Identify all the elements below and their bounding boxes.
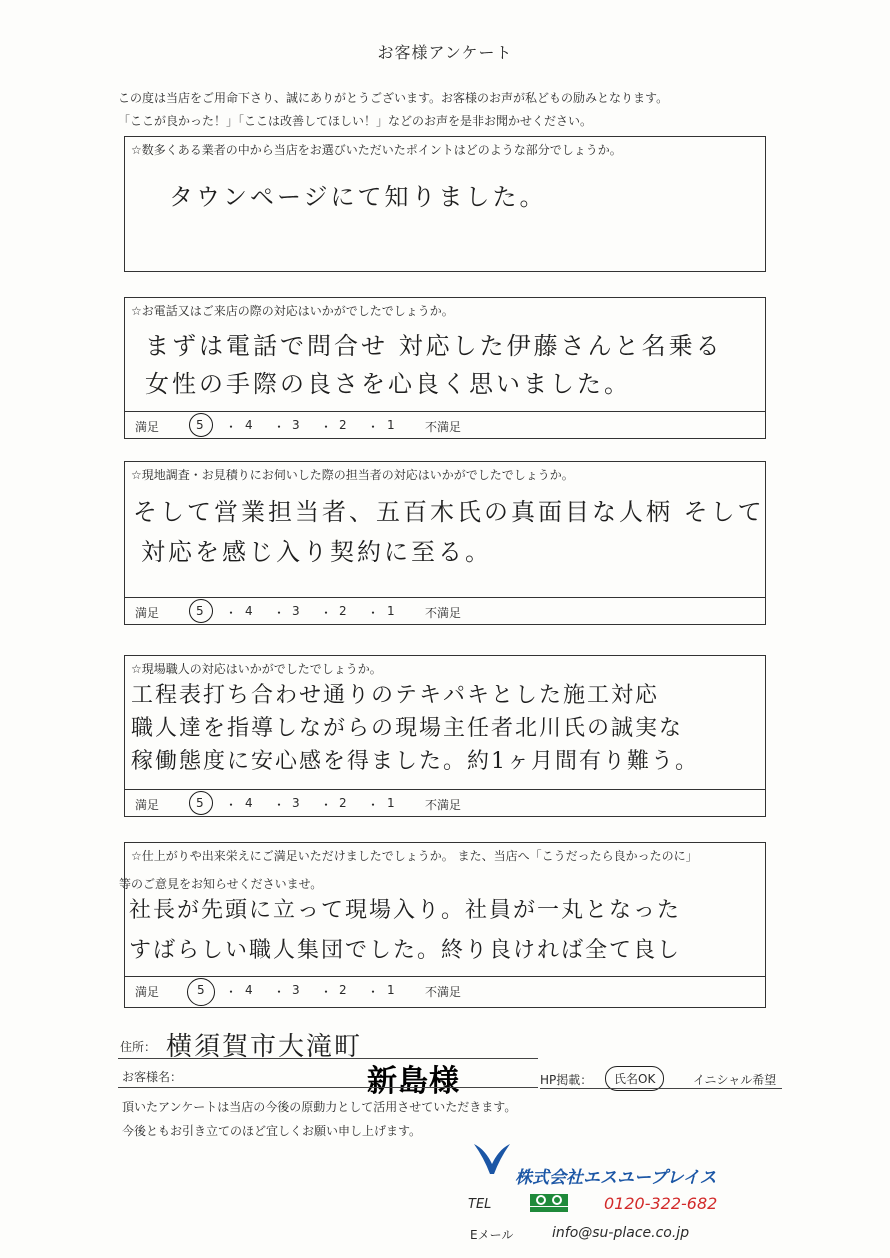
rating-row-2: 満足 5 ・ 4 ・ 3 ・ 2 ・ 1 不満足 [125,411,765,438]
question-2-text: ☆お電話又はご来店の際の対応はいかがでしたでしょうか。 [131,304,454,318]
hp-option-initial: イニシャル希望 [693,1073,777,1087]
customer-name-value: 新島様 [367,1064,460,1099]
tel-number: 0120-322-682 [604,1194,718,1213]
rating-dissatisfied-label: 不満足 [425,606,462,620]
question-4-box [124,655,766,817]
hp-underline [540,1088,782,1089]
rating-3: 3 [292,418,300,432]
rating-row-4: 満足 5 ・ 4 ・ 3 ・ 2 ・ 1 不満足 [125,789,765,816]
rating-4: 4 [245,796,253,810]
answer-5-line-2: すばらしい職人集団でした。終り良ければ全て良し [129,938,682,963]
rating-3: 3 [292,604,300,618]
rating-satisfied-label: 満足 [135,985,160,999]
question-3-text: ☆現地調査・お見積りにお伺いした際の担当者の対応はいかがでしたでしょうか。 [131,468,574,482]
rating-2: 2 [339,604,347,618]
answer-2-line-2: 女性の手際の良さを心良く思いました。 [145,370,631,398]
rating-5: 5 [196,418,204,432]
address-label: 住所： [120,1040,157,1054]
rating-4: 4 [245,604,253,618]
question-5-text-1: ☆仕上がりや出来栄えにご満足いただけましたでしょうか。 また、当店へ「こうだったら良かったのに」 [131,849,698,863]
closing-line-2: 今後ともお引き立てのほど宜しくお願い申し上げます。 [122,1124,422,1138]
rating-1: 1 [387,418,395,432]
rating-2: 2 [339,983,347,997]
answer-4-line-1: 工程表打ち合わせ通りのテキパキとした施工対応 [131,683,660,708]
rating-1: 1 [387,983,395,997]
rating-3: 3 [292,983,300,997]
hp-option-selected: 氏名OK [605,1066,664,1091]
customer-name-label: お客様名： [122,1070,183,1084]
question-3-box [124,461,766,625]
question-5-text-2: 等のご意見をお知らせくださいませ。 [119,877,323,891]
rating-1: 1 [387,796,395,810]
rating-5: 5 [196,604,204,618]
rating-4: 4 [245,418,253,432]
hp-label: HP掲載： [540,1073,593,1087]
email-label: Eメール [470,1228,514,1242]
closing-line-1: 頂いたアンケートは当店の今後の原動力として活用させていただきます。 [122,1100,517,1114]
address-value: 横須賀市大滝町 [166,1032,363,1062]
answer-2-line-1: まずは電話で問合せ 対応した伊藤さんと名乗る [145,332,723,360]
company-logo-icon [470,1140,514,1180]
address-underline [118,1058,538,1059]
answer-3-line-1: そして営業担当者、五百木氏の真面目な人柄 そして [133,498,765,526]
rating-row-3: 満足 5 ・ 4 ・ 3 ・ 2 ・ 1 不満足 [125,597,765,624]
survey-title: お客様アンケート [377,43,513,62]
question-1-box [124,136,766,272]
question-4-text: ☆現場職人の対応はいかがでしたでしょうか。 [131,662,382,676]
rating-satisfied-label: 満足 [135,420,160,434]
rating-2: 2 [339,418,347,432]
answer-3-line-2: 対応を感じ入り契約に至る。 [141,538,492,566]
rating-5: 5 [196,796,204,810]
answer-4-line-3: 稼働態度に安心感を得ました。約1ヶ月間有り難う。 [131,749,699,774]
question-5-box [119,842,766,1008]
rating-4: 4 [245,983,253,997]
rating-satisfied-label: 満足 [135,798,160,812]
rating-3: 3 [292,796,300,810]
rating-dissatisfied-label: 不満足 [425,798,462,812]
rating-satisfied-label: 満足 [135,606,160,620]
rating-1: 1 [387,604,395,618]
answer-5-line-1: 社長が先頭に立って現場入り。社員が一丸となった [129,898,682,923]
answer-1-line-1: タウンページにて知りました。 [169,183,547,211]
freedial-icon [530,1194,568,1212]
rating-5: 5 [197,983,205,997]
intro-line-1: この度は当店をご用命下さり、誠にありがとうございます。お客様のお声が私どもの励みとなります。 [118,91,669,105]
intro-line-2: 「ここが良かった！」「ここは改善してほしい！」などのお声を是非お聞かせください。 [118,114,593,128]
company-name: 株式会社エスユープレイス [515,1168,717,1188]
rating-2: 2 [339,796,347,810]
rating-row-5: 満足 5 ・ 4 ・ 3 ・ 2 ・ 1 不満足 [125,976,765,1007]
customer-name-underline [118,1087,538,1088]
rating-dissatisfied-label: 不満足 [425,420,462,434]
answer-4-line-2: 職人達を指導しながらの現場主任者北川氏の誠実な [131,716,684,741]
question-2-box [124,297,766,439]
rating-dissatisfied-label: 不満足 [425,985,462,999]
question-1-text: ☆数多くある業者の中から当店をお選びいただいたポイントはどのような部分でしょうか。 [131,143,622,157]
email-address: info@su-place.co.jp [552,1225,690,1241]
tel-label: TEL [468,1197,492,1212]
